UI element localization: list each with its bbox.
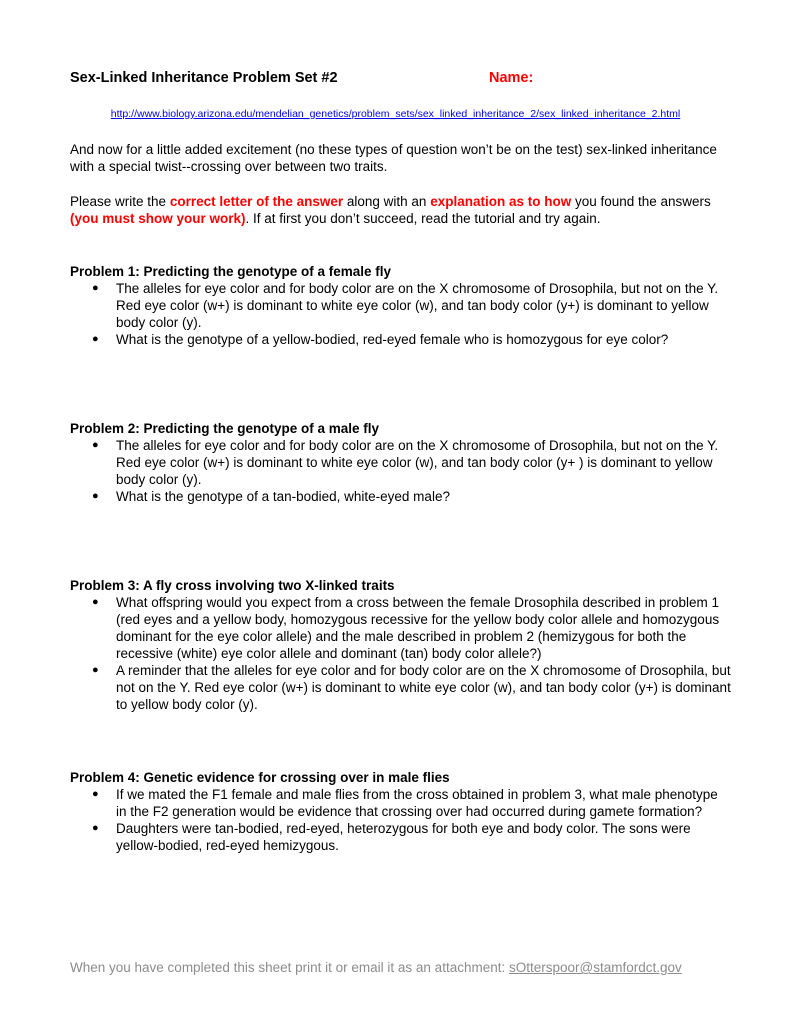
list-item-text: The alleles for eye color and for body color are on the X chromosome of Drosophila, but not on the Y. Red eye color (w+) is dominant to white eye color (w), and tan body color (y+ ) is dominant to yellow body color (y). [116, 438, 719, 487]
bullet-icon: ● [92, 788, 99, 800]
problem-1 [70, 263, 732, 348]
list-item-text: What is the genotype of a yellow-bodied, red-eyed female who is homozygous for eye color? [116, 332, 669, 347]
problem-title: Problem 2: Predicting the genotype of a male fly [70, 421, 380, 436]
bullet-icon: ● [92, 439, 99, 451]
bullet-icon: ● [92, 822, 99, 834]
header [70, 70, 730, 90]
email-link[interactable]: sOtterspoor@stamfordct.gov [508, 960, 682, 975]
bullet-icon: ● [92, 596, 99, 608]
instructions-text-4: . If at first you don’t succeed, read the tutorial and try again. [245, 211, 601, 226]
list-item [70, 786, 732, 820]
list-item-text: A reminder that the alleles for eye color and for body color are on the X chromosome of Drosophila, but not on the Y. Red eye color (w+) is dominant to white eye color (w), and tan body color (y+) is dominant to yellow body color (y). [116, 663, 731, 712]
footer [70, 959, 730, 976]
bullet-icon: ● [92, 664, 99, 676]
list-item [70, 437, 732, 488]
name-label: Name: [489, 70, 534, 86]
list-item [70, 594, 732, 662]
list-item [70, 820, 732, 854]
page-title: Sex-Linked Inheritance Problem Set #2 [70, 70, 338, 86]
problem-4 [70, 769, 732, 854]
bullet-icon: ● [92, 282, 99, 294]
source-url-line [0, 108, 791, 120]
problem-title: Problem 3: A fly cross involving two X-linked traits [70, 578, 395, 593]
list-item-text: Daughters were tan-bodied, red-eyed, heterozygous for both eye and body color. The sons were yellow-bodied, red-eyed hemizygous. [116, 821, 691, 853]
list-item [70, 280, 732, 331]
list-item [70, 488, 732, 505]
problem-2 [70, 420, 732, 505]
list-item-text: If we mated the F1 female and male flies from the cross obtained in problem 3, what male phenotype in the F2 generation would be evidence that crossing over had occurred during gamete formation? [116, 787, 718, 819]
bullet-icon: ● [92, 333, 99, 345]
instructions-highlight-1: correct letter of the answer [169, 194, 344, 209]
bullet-list [70, 437, 732, 505]
source-url-link[interactable]: http://www.biology.arizona.edu/mendelian_genetics/problem_sets/sex_linked_inheritance_2/sex_linked_inheritance_2.html [110, 108, 681, 120]
list-item-text: What is the genotype of a tan-bodied, white-eyed male? [116, 489, 450, 504]
instructions-text-1: Please write the [70, 194, 170, 209]
footer-text: When you have completed this sheet print it or email it as an attachment: [70, 960, 509, 975]
bullet-list [70, 594, 732, 713]
bullet-list [70, 786, 732, 854]
problem-title: Problem 1: Predicting the genotype of a female fly [70, 264, 392, 279]
instructions-text-3: you found the answers [571, 194, 711, 209]
bullet-list [70, 280, 732, 348]
instructions-paragraph [70, 193, 730, 227]
instructions-text-2: along with an [343, 194, 431, 209]
list-item [70, 662, 732, 713]
problem-title: Problem 4: Genetic evidence for crossing over in male flies [70, 770, 450, 785]
problem-3 [70, 577, 732, 713]
list-item [70, 331, 732, 348]
intro-paragraph: And now for a little added excitement (no these types of question won’t be on the test) sex-linked inheritance with a special twist--crossing over between two traits. [70, 142, 717, 174]
list-item-text: What offspring would you expect from a cross between the female Drosophila described in problem 1 (red eyes and a yellow body, homozygous recessive for the yellow body color allele and homozygous dominant for the eye color allele) and the male described in problem 2 (hemizygous for both the recessive (white) eye color allele and dominant (tan) body color allele?) [116, 595, 720, 661]
bullet-icon: ● [92, 490, 99, 502]
instructions-highlight-3: (you must show your work) [70, 211, 246, 226]
instructions-highlight-2: explanation as to how [430, 194, 572, 209]
list-item-text: The alleles for eye color and for body color are on the X chromosome of Drosophila, but not on the Y. Red eye color (w+) is dominant to white eye color (w), and tan body color (y+) is dominant to yellow body color (y). [116, 281, 719, 330]
